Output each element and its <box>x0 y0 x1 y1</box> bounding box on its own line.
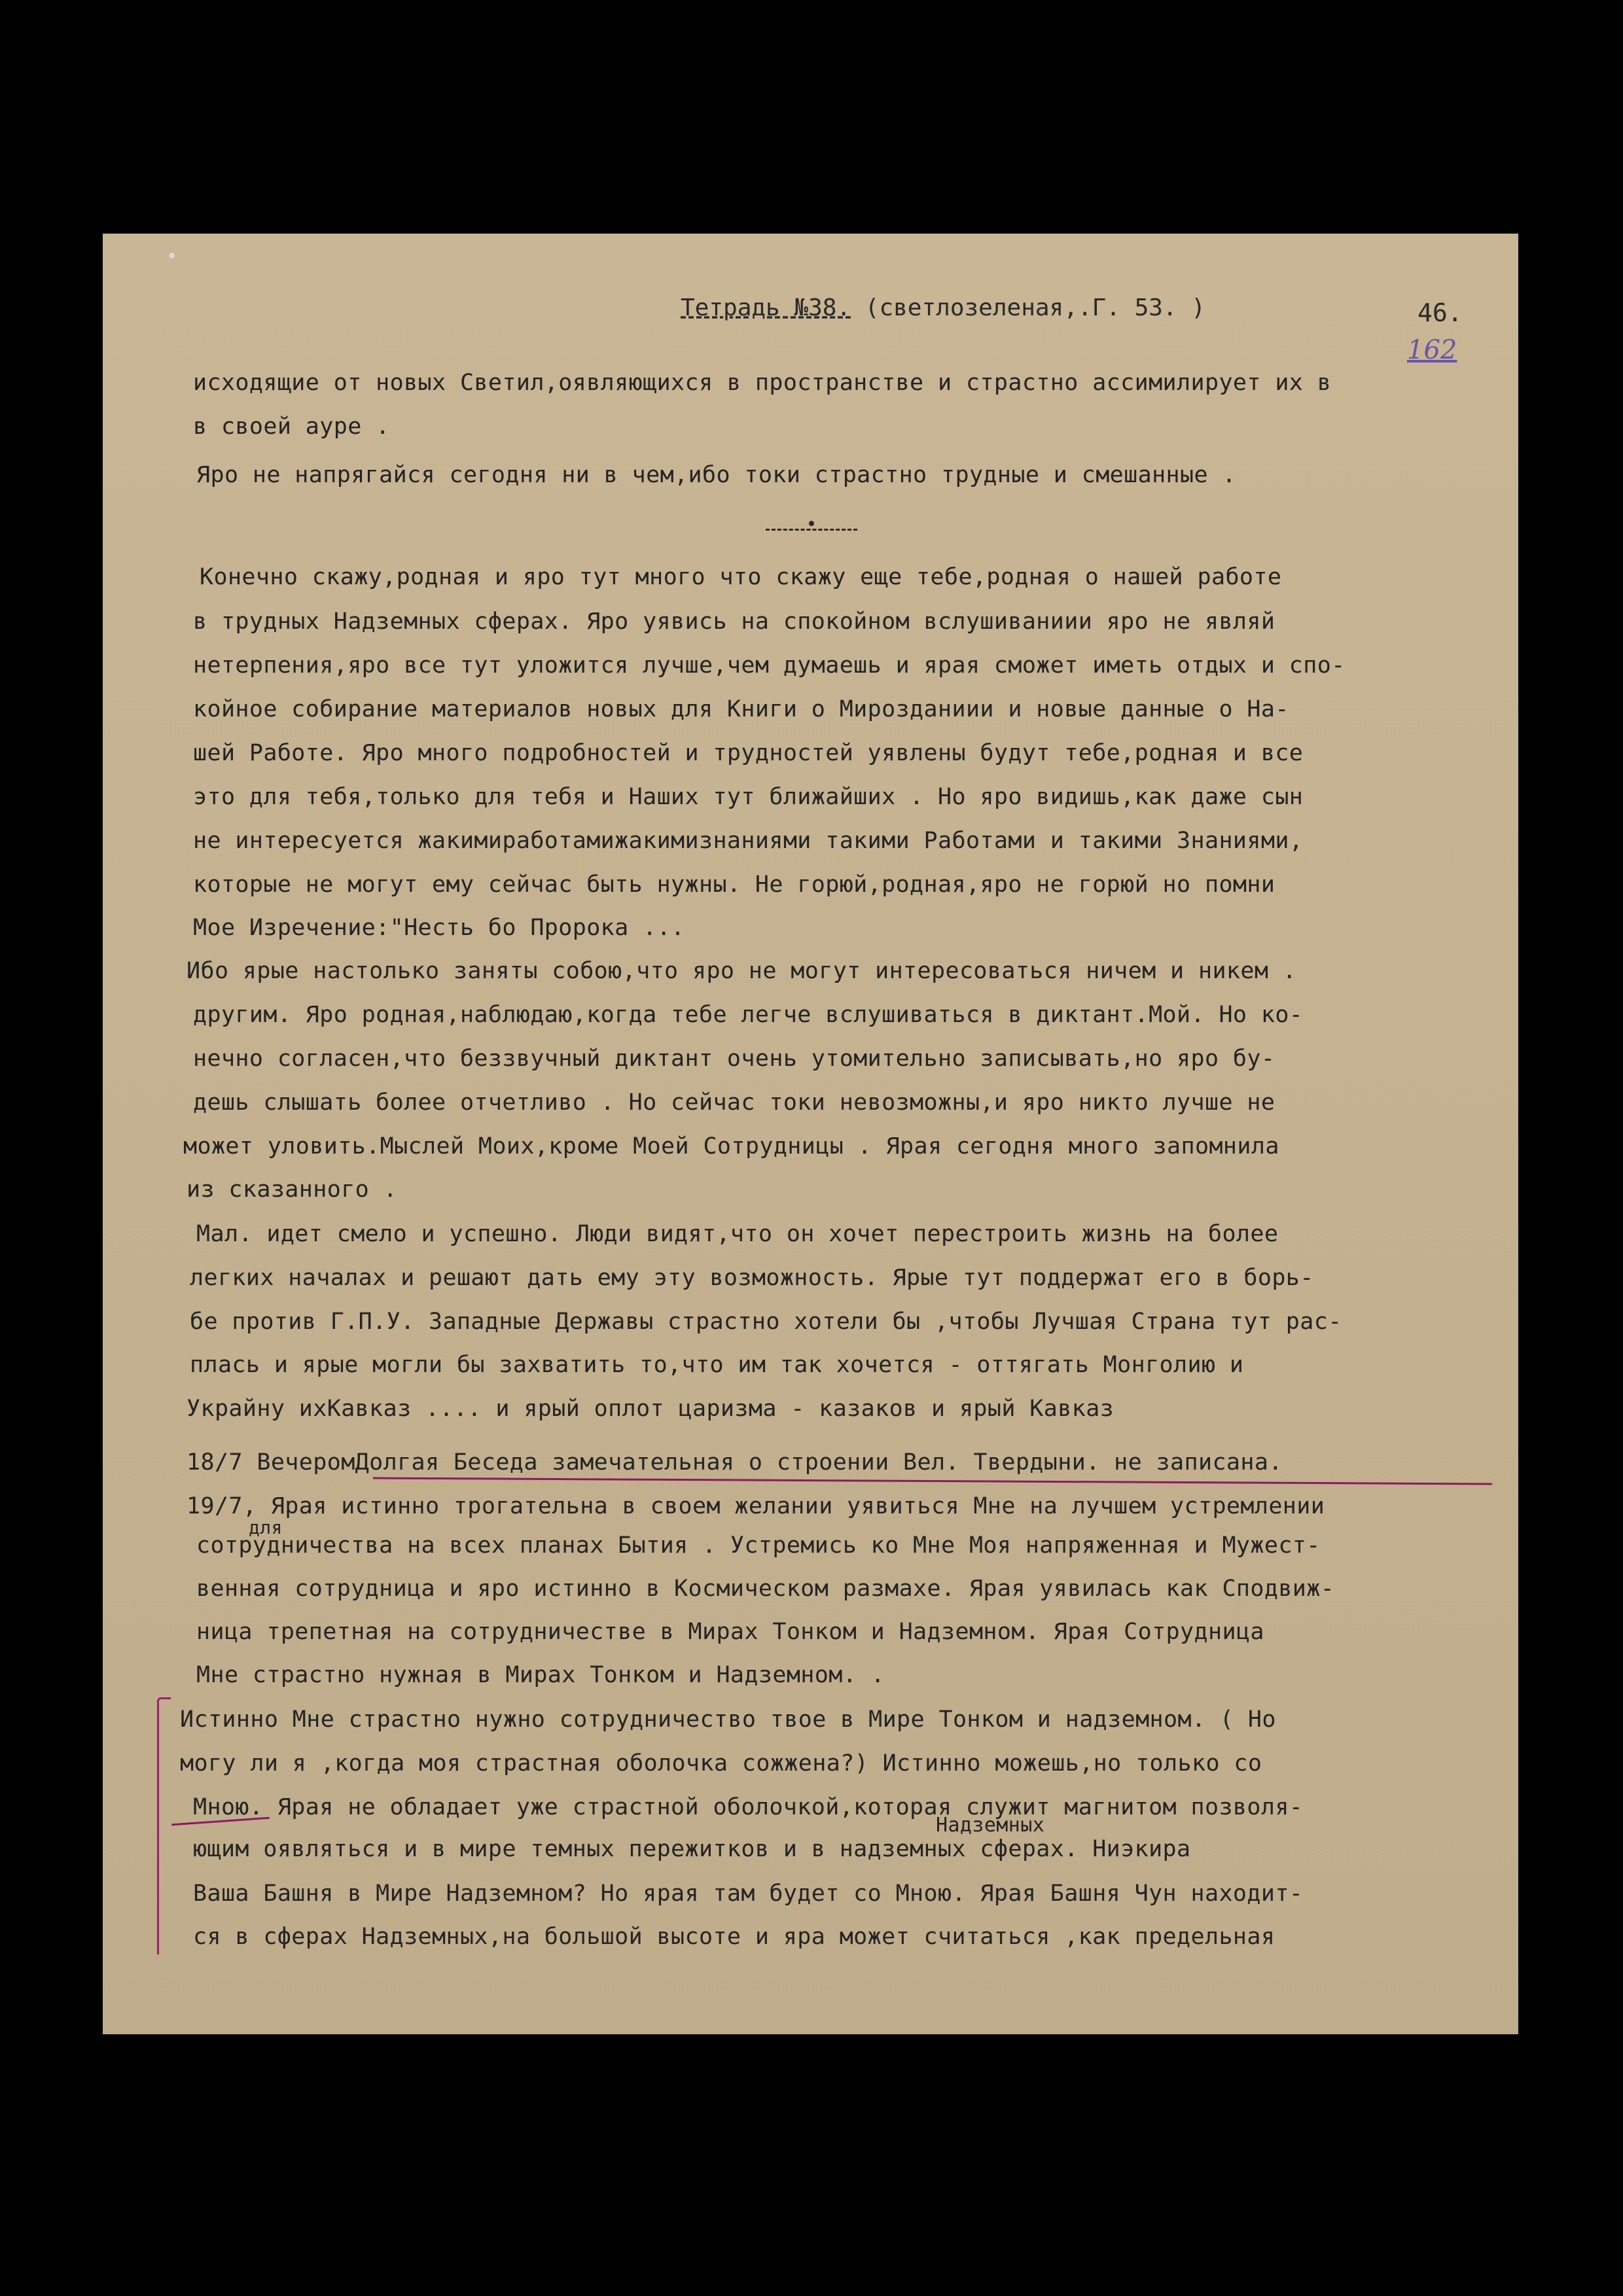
text-line: исходящие от новых Светил,оявляющихся в пространстве и страстно ассимилирует их в <box>193 370 1332 396</box>
text-line: в своей ауре . <box>193 414 390 440</box>
punch-dot <box>169 253 175 258</box>
text-line: в трудных Надземных сферах. Яро уявись на спокойном вслушиваниии яро не являй <box>193 609 1275 635</box>
text-line: Конечно скажу,родная и яро тут много что скажу еще тебе,родная о нашей работе <box>200 564 1282 590</box>
handwritten-margin-bracket <box>157 1697 171 1954</box>
text-line: Истинно Мне страстно нужно сотрудничество твое в Мире Тонком и надземном. ( Но <box>180 1706 1276 1733</box>
insert-dlya: для <box>249 1517 283 1538</box>
text-line: плась и ярые могли бы захватить то,что им так хочется - оттягать Монголию и <box>190 1352 1244 1378</box>
text-line: Мал. идет смело и успешно. Люди видят,что он хочет перестроить жизнь на более <box>196 1221 1279 1247</box>
text-line: могу ли я ,когда моя страстная оболочка сожжена?) Истинно можешь,но только со <box>180 1750 1262 1776</box>
page-header <box>681 294 1205 321</box>
text-line: ница трепетная на сотрудничестве в Мирах Тонком и Надземном. Ярая Сотрудница <box>196 1619 1264 1645</box>
text-line: Мое Изречение:"Несть бо Пророка ... <box>193 915 685 941</box>
text-line: койное собирание материалов новых для Книги о Мирозданиии и новые данные о На- <box>193 696 1289 722</box>
text-line: нечно согласен,что беззвучный диктант очень утомительно записывать,но яро бу- <box>193 1046 1275 1072</box>
text-line: дешь слышать более отчетливо . Но сейчас токи невозможны,и яро никто лучше не <box>193 1089 1275 1116</box>
text-line: легких началах и решают дать ему эту возможность. Ярые тут поддержат его в борь- <box>190 1265 1314 1291</box>
page-number: 46. <box>1418 298 1463 327</box>
text-line: ющим оявляться и в мире темных пережитков и в надземных сферах. Ниэкира <box>193 1836 1191 1862</box>
text-line: 18/7 ВечеромДолгая Беседа замечательная о строении Вел. Твердыни. не записана. <box>187 1449 1283 1475</box>
text-line: другим. Яро родная,наблюдаю,когда тебе легче вслушиваться в диктант.Мой. Но ко- <box>193 1002 1304 1028</box>
notebook-subtitle: (светлозеленая,.Г. 53. ) <box>865 294 1205 321</box>
text-line: шей Работе. Яро много подробностей и трудностей уявлены будут тебе,родная и все <box>193 740 1304 766</box>
insert-nadzemnykh: Надземных <box>936 1814 1045 1837</box>
text-line: сотрудничества на всех планах Бытия . Устремись ко Мне Моя напряженная и Мужест- <box>196 1532 1321 1559</box>
text-line: Яро не напрягайся сегодня ни в чем,ибо токи страстно трудные и смешанные . <box>196 462 1236 488</box>
text-line: это для тебя,только для тебя и Наших тут ближайших . Но яро видишь,как даже сын <box>193 784 1304 810</box>
text-line: венная сотрудница и яро истинно в Космическом размахе. Ярая уявилась как Сподвиж- <box>196 1576 1335 1602</box>
notebook-title: Тетрадь №38. <box>681 294 851 321</box>
section-separator <box>766 529 857 531</box>
text-line: Ибо ярые настолько заняты собою,что яро не могут интересоваться ничем и никем . <box>187 958 1297 984</box>
separator-dot <box>809 521 814 526</box>
text-line: ся в сферах Надземных,на большой высоте и яра может считаться ,как предельная <box>193 1924 1275 1950</box>
text-line: Ваша Башня в Мире Надземном? Но ярая там будет со Мною. Ярая Башня Чун находит- <box>193 1881 1304 1907</box>
text-line: из сказанного . <box>187 1176 398 1203</box>
handwritten-page-number: 162 <box>1407 335 1457 365</box>
text-line: не интересуется жакимиработамижакимизнаниями такими Работами и такими Знаниями, <box>193 828 1304 854</box>
text-line: 19/7, Ярая истинно трогательна в своем желании уявиться Мне на лучшем устремлении <box>187 1493 1325 1519</box>
text-line: которые не могут ему сейчас быть нужны. Не горюй,родная,яро не горюй но помни <box>193 872 1275 898</box>
text-line: нетерпения,яро все тут уложится лучше,чем думаешь и ярая сможет иметь отдых и спо- <box>193 652 1346 679</box>
text-line: может уловить.Мыслей Моих,кроме Моей Сотрудницы . Ярая сегодня много запомнила <box>183 1133 1279 1159</box>
text-line: Мною. Ярая не обладает уже страстной оболочкой,которая служит магнитом позволя- <box>193 1794 1304 1820</box>
text-line: бе против Г.П.У. Западные Державы страстно хотели бы ,чтобы Лучшая Страна тут рас- <box>190 1309 1342 1335</box>
text-line: Мне страстно нужная в Мирах Тонком и Надземном. . <box>196 1662 885 1688</box>
text-line: Украйну ихКавказ .... и ярый оплот царизма - казаков и ярый Кавказ <box>187 1396 1115 1422</box>
